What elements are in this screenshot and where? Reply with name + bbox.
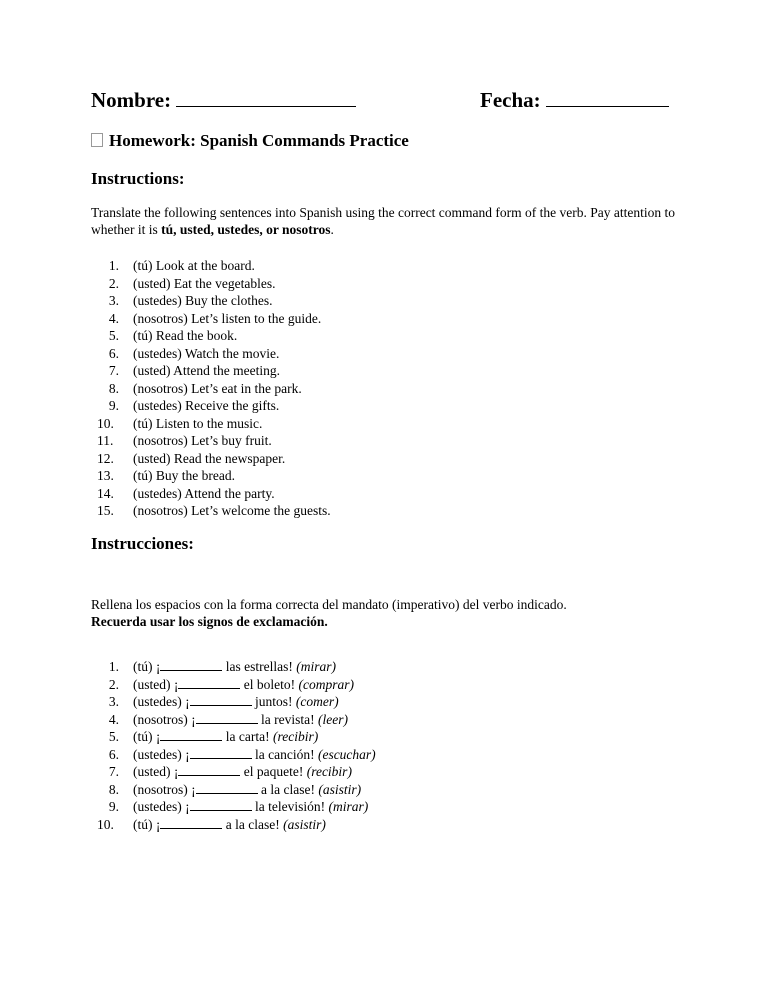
item-number: 2.: [108, 676, 119, 692]
item-text: (nosotros) Let’s welcome the guests.: [133, 503, 331, 518]
item-rest: la revista!: [257, 711, 318, 727]
item-number: 10.: [97, 816, 114, 832]
item-number: 8.: [108, 781, 119, 797]
item-subject: (nosotros) ¡: [133, 781, 196, 797]
item-verb: (mirar): [296, 659, 336, 674]
item-number: 5.: [108, 729, 119, 744]
list-item: [91, 380, 691, 398]
item-verb: (mirar): [328, 799, 369, 814]
list-item: [91, 397, 691, 415]
instructions-text: [91, 204, 691, 238]
item-number: 15.: [97, 503, 114, 518]
list-item: [91, 415, 691, 433]
item-text: (usted) Eat the vegetables.: [133, 275, 276, 291]
item-rest: el boleto!: [240, 676, 299, 692]
item-rest: la televisión!: [251, 799, 329, 814]
list-item: [91, 310, 691, 328]
item-number: 14.: [97, 485, 114, 501]
list-item: [91, 345, 691, 363]
title-text: Homework: Spanish Commands Practice: [109, 131, 409, 150]
item-number: 3.: [108, 694, 119, 709]
item-verb: (escuchar): [317, 746, 376, 762]
instrucciones-text: [91, 596, 691, 630]
list-item: [91, 763, 691, 781]
item-text: (tú) Buy the bread.: [133, 468, 235, 483]
item-number: 9.: [108, 398, 119, 413]
item-text: (nosotros) Let’s eat in the park.: [133, 380, 302, 396]
item-number: 6.: [108, 746, 119, 762]
list-item: [91, 798, 691, 816]
item-number: 1.: [108, 258, 119, 273]
item-subject: (ustedes) ¡: [133, 694, 190, 709]
item-text: (ustedes) Receive the gifts.: [133, 398, 280, 413]
list-item: [91, 502, 691, 520]
item-verb: (leer): [317, 711, 348, 727]
answer-blank[interactable]: [190, 798, 252, 811]
list-item: [91, 275, 691, 293]
list-item: [91, 485, 691, 503]
item-text: (ustedes) Attend the party.: [133, 485, 275, 501]
name-field: [91, 88, 356, 113]
item-subject: (tú) ¡: [133, 729, 161, 744]
item-number: 7.: [108, 363, 119, 378]
item-subject: (tú) ¡: [133, 816, 161, 832]
answer-blank[interactable]: [178, 676, 240, 689]
name-blank[interactable]: [176, 89, 356, 107]
date-label: Fecha:: [480, 88, 541, 112]
answer-blank[interactable]: [196, 711, 258, 724]
list-item: [91, 450, 691, 468]
item-rest: el paquete!: [240, 764, 307, 779]
instructions-text-bold: tú, usted, ustedes, or nosotros: [161, 222, 331, 237]
instructions-text-main: Translate the following sentences into Spanish using the correct command form of the verb. Pay attention to whether it is: [91, 205, 676, 237]
item-verb: (asistir): [283, 816, 326, 832]
item-rest: las estrellas!: [222, 659, 297, 674]
list-item: [91, 432, 691, 450]
list-item: [91, 711, 691, 729]
item-number: 3.: [108, 293, 119, 308]
item-rest: la carta!: [222, 729, 273, 744]
item-text: (tú) Look at the board.: [133, 258, 255, 273]
item-rest: a la clase!: [257, 781, 319, 797]
instructions-text-end: .: [330, 222, 334, 237]
list-item: [91, 781, 691, 799]
list-item: [91, 467, 691, 485]
item-rest: a la clase!: [222, 816, 284, 832]
item-number: 9.: [108, 799, 119, 814]
item-text: (nosotros) Let’s buy fruit.: [133, 433, 272, 448]
answer-blank[interactable]: [160, 816, 222, 829]
item-number: 7.: [108, 764, 119, 779]
item-rest: juntos!: [251, 694, 296, 709]
instrucciones-heading: Instrucciones:: [91, 534, 194, 553]
list-item: [91, 816, 691, 834]
list-item: [91, 676, 691, 694]
item-verb: (recibir): [306, 764, 352, 779]
item-text: (tú) Read the book.: [133, 328, 238, 343]
item-verb: (asistir): [318, 781, 362, 797]
item-verb: (comprar): [298, 676, 354, 692]
item-subject: (usted) ¡: [133, 676, 179, 692]
item-text: (tú) Listen to the music.: [133, 415, 263, 431]
item-number: 6.: [108, 345, 119, 361]
item-number: 1.: [108, 659, 119, 674]
answer-blank[interactable]: [190, 746, 252, 759]
list-item: [91, 746, 691, 764]
item-number: 4.: [108, 711, 119, 727]
item-text: (usted) Read the newspaper.: [133, 450, 286, 466]
date-field: [480, 88, 669, 113]
item-text: (ustedes) Watch the movie.: [133, 345, 280, 361]
missing-glyph-icon: [91, 133, 103, 147]
instrucciones-text-main: Rellena los espacios con la forma correcta del mandato (imperativo) del verbo indicado.: [91, 597, 567, 612]
item-number: 2.: [108, 275, 119, 291]
item-number: 12.: [97, 450, 114, 466]
answer-blank[interactable]: [190, 693, 252, 706]
list-item: [91, 728, 691, 746]
list-item: [91, 693, 691, 711]
item-number: 8.: [108, 380, 119, 396]
item-subject: (ustedes) ¡: [133, 746, 190, 762]
item-number: 13.: [97, 468, 114, 483]
item-number: 4.: [108, 310, 119, 326]
name-label: Nombre:: [91, 88, 172, 112]
item-number: 10.: [97, 415, 114, 431]
item-subject: (ustedes) ¡: [133, 799, 190, 814]
list-item: [91, 257, 691, 275]
translation-list: [91, 257, 691, 520]
answer-blank[interactable]: [178, 763, 240, 776]
list-item: [91, 292, 691, 310]
answer-blank[interactable]: [160, 728, 222, 741]
item-number: 11.: [97, 433, 114, 448]
item-subject: (usted) ¡: [133, 764, 179, 779]
item-number: 5.: [108, 328, 119, 343]
fill-in-list: [91, 658, 691, 833]
item-subject: (nosotros) ¡: [133, 711, 196, 727]
item-rest: la canción!: [251, 746, 318, 762]
instructions-heading: Instructions:: [91, 169, 185, 188]
item-text: (usted) Attend the meeting.: [133, 363, 280, 378]
item-text: (nosotros) Let’s listen to the guide.: [133, 310, 322, 326]
page-title: [91, 131, 409, 151]
answer-blank[interactable]: [196, 781, 258, 794]
item-text: (ustedes) Buy the clothes.: [133, 293, 273, 308]
date-blank[interactable]: [546, 89, 669, 107]
list-item: [91, 658, 691, 676]
item-verb: (comer): [295, 694, 339, 709]
list-item: [91, 327, 691, 345]
instrucciones-text-bold: Recuerda usar los signos de exclamación.: [91, 614, 328, 629]
list-item: [91, 362, 691, 380]
item-verb: (recibir): [272, 729, 319, 744]
answer-blank[interactable]: [160, 658, 222, 671]
item-subject: (tú) ¡: [133, 659, 161, 674]
